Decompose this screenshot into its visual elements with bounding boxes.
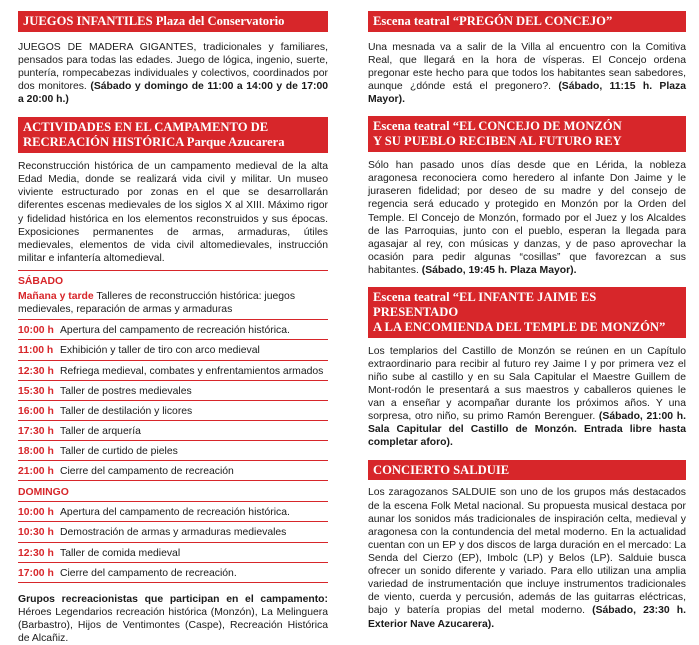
grupos-label: Grupos recreacionistas que participan en el campamento: [18, 593, 328, 605]
schedule-row: 17:30 h Taller de arquería [18, 425, 141, 437]
sabado-lead: Mañana y tarde Talleres de reconstrucción histórica: juegos medievales, reparación de armas y armaduras [18, 291, 296, 316]
divider [18, 319, 328, 320]
right-column [368, 0, 686, 631]
pregon-title: Escena teatral “PREGÓN DEL CONCEJO” [373, 14, 613, 28]
infante-header [368, 287, 686, 338]
schedule-row: 18:00 h Taller de curtido de pieles [18, 445, 178, 457]
left-column [18, 0, 328, 645]
divider [18, 562, 328, 563]
concierto-time: (Sábado, 23:30 h. Exterior Nave Azucarera). [368, 605, 686, 630]
divider [18, 270, 328, 271]
schedule-row: 10:30 h Demostración de armas y armaduras medievales [18, 527, 287, 539]
schedule-row: 17:00 h Cierre del campamento de recreación. [18, 567, 237, 579]
domingo-heading: DOMINGO [18, 487, 69, 499]
domingo-schedule [18, 506, 328, 582]
schedule-row: 16:00 h Taller de destilación y licores [18, 405, 193, 417]
schedule-row: 10:00 h Apertura del campamento de recreación histórica. [18, 325, 290, 337]
grupos-paragraph: Grupos recreacionistas que participan en el campamento: Héroes Legendarios recreación histórica (Monzón), La Melinguera (Barbastro), Hijos de Ventimontes (Caspe), Recreación Histórica de Alcañiz. [18, 593, 328, 645]
infante-time: (Sábado, 21:00 h. Sala Capitular del Castillo de Monzón. Entrada libre hasta completar aforo). [368, 411, 686, 449]
divider [18, 339, 328, 340]
juegos-time: (Sábado y domingo de 11:00 a 14:00 y de 17:00 a 20:00 h.) [18, 81, 328, 106]
divider [18, 360, 328, 361]
pregon-description: Una mesnada va a salir de la Villa al encuentro con la Comitiva Real, que llegará en la hora de vísperas. El Concejo ordena pregonar este hecho para que todos los habitantes sean sabedores, aunque ¿dónde está el pregonero?. (Sábado, 11:15 h. Plaza Mayor). [368, 41, 686, 106]
divider [18, 380, 328, 381]
actividades-header [18, 117, 328, 153]
sabado-schedule [18, 324, 328, 481]
divider [18, 480, 328, 481]
schedule-row: 21:00 h Cierre del campamento de recreación [18, 466, 234, 478]
infante-title-line1: Escena teatral “EL INFANTE JAIME ES PRESENTADO [373, 290, 597, 319]
schedule-row: 15:30 h Taller de postres medievales [18, 385, 192, 397]
concierto-title: CONCIERTO SALDUIE [373, 462, 510, 477]
divider [18, 521, 328, 522]
infante-title-line2: A LA ENCOMIENDA DEL TEMPLE DE MONZÓN” [373, 319, 666, 334]
divider [18, 420, 328, 421]
actividades-description: Reconstrucción histórica de un campamento medieval de la alta Edad Media, donde se realizará vida civil y militar. Un museo viviente estructurado por zonas en el que se desarrollarán diferentes escenas medievales de los siglos X al XIII. Máximo rigor y fidelidad histórica en los elementos reconstruidos y sus épocas. Exposiciones permanentes de armas, armaduras, útiles medievales, elementos de vida civil altomedievales, instrucción militar e infantería altomedieval. [18, 161, 328, 264]
pregon-header [368, 11, 686, 32]
divider [18, 400, 328, 401]
concejo-time: (Sábado, 19:45 h. Plaza Mayor). [421, 265, 577, 276]
schedule-row: 10:00 h Apertura del campamento de recreación histórica. [18, 507, 290, 519]
juegos-description: JUEGOS DE MADERA GIGANTES, tradicionales y familiares, pensados para todas las edades. Juego de lógica, ingenio, suerte, puntería, rompecabezas individuales y colectivos, coordinados por dos monitores. (Sábado y domingo de 11:00 a 14:00 y de 17:00 a 20:00 h.) [18, 41, 328, 106]
pregon-time: (Sábado, 11:15 h. Plaza Mayor). [368, 81, 686, 106]
concejo-header [368, 116, 686, 152]
concierto-header [368, 460, 686, 481]
juegos-header [18, 11, 328, 32]
infante-description: Los templarios del Castillo de Monzón se reúnen en un Capítulo extraordinario para recibir al futuro rey Jaime I y por primera vez el niño sube al castillo y en su Sala Capitular el Maestre Guillem de Mont-rodón le presentará a sus maestros y caballeros quienes le van a enseñar y acompañar durante los próximos años. Y una sorpresa, otro niño, su primo Ramón Berenguer. (Sábado, 21:00 h. Sala Capitular del Castillo de Monzón. Entrada libre hasta completar aforo). [368, 345, 686, 449]
concierto-description: Los zaragozanos SALDUIE son uno de los grupos más destacados de la escena Folk Metal nacional. Su propuesta musical destaca por aunar los sonidos más tradicionales de inspiración celta, medieval y aragonesa con la contundencia del metal moderno. En la actualidad cuentan con un EP y dos discos de larga duración en el mercado: La Senda del Cierzo (EP), Imbolc (LP) y Belos (LP). Salduie busca ofrecer un sonido diferente y variado. Para ello utilizan una amplia variedad de instrumentación que incluye instrumentos tradicionales de viento, cuerda y percusión, además de las guitarras eléctricas, bajo y batería propias del metal moderno. (Sábado, 23:30 h. Exterior Nave Azucarera). [368, 487, 686, 630]
concejo-title-line1: Escena teatral “EL CONCEJO DE MONZÓN [373, 119, 622, 134]
concejo-title-line2: Y SU PUEBLO RECIBEN AL FUTURO REY [373, 134, 622, 149]
divider [18, 440, 328, 441]
juegos-place: Plaza del Conservatorio [152, 14, 285, 28]
divider [18, 501, 328, 502]
schedule-row: 12:30 h Taller de comida medieval [18, 547, 181, 559]
divider [18, 542, 328, 543]
actividades-title-line2: RECREACIÓN HISTÓRICA [23, 135, 184, 150]
schedule-row: 11:00 h Exhibición y taller de tiro con arco medieval [18, 345, 260, 357]
actividades-title-line1: ACTIVIDADES EN EL CAMPAMENTO DE [23, 120, 269, 135]
divider [18, 460, 328, 461]
sabado-heading: SÁBADO [18, 276, 64, 287]
schedule-row: 12:30 h Refriega medieval, combates y enfrentamientos armados [18, 365, 324, 377]
actividades-place: Parque Azucarera [183, 135, 285, 150]
divider [18, 582, 328, 583]
juegos-title: JUEGOS INFANTILES [23, 14, 153, 28]
concejo-description: Sólo han pasado unos días desde que en Lérida, la nobleza aragonesa reconociera como heredero al infante Don Jaime y le juraseren fidelidad; por deseo de su madre y del consejo de regencia será educado y protegido en Monzón por la Orden del Temple. El Concejo de Monzón, formado por el Juez y los Alcaldes de las Parroquias, junto con el pueblo, esperan la llegada para agasajar al rey, con músicas y danzas, y de paso aprovechar la ocasión para pedir algunas “cosillas” que favorezcan a sus habitantes. (Sábado, 19:45 h. Plaza Mayor). [368, 160, 686, 276]
